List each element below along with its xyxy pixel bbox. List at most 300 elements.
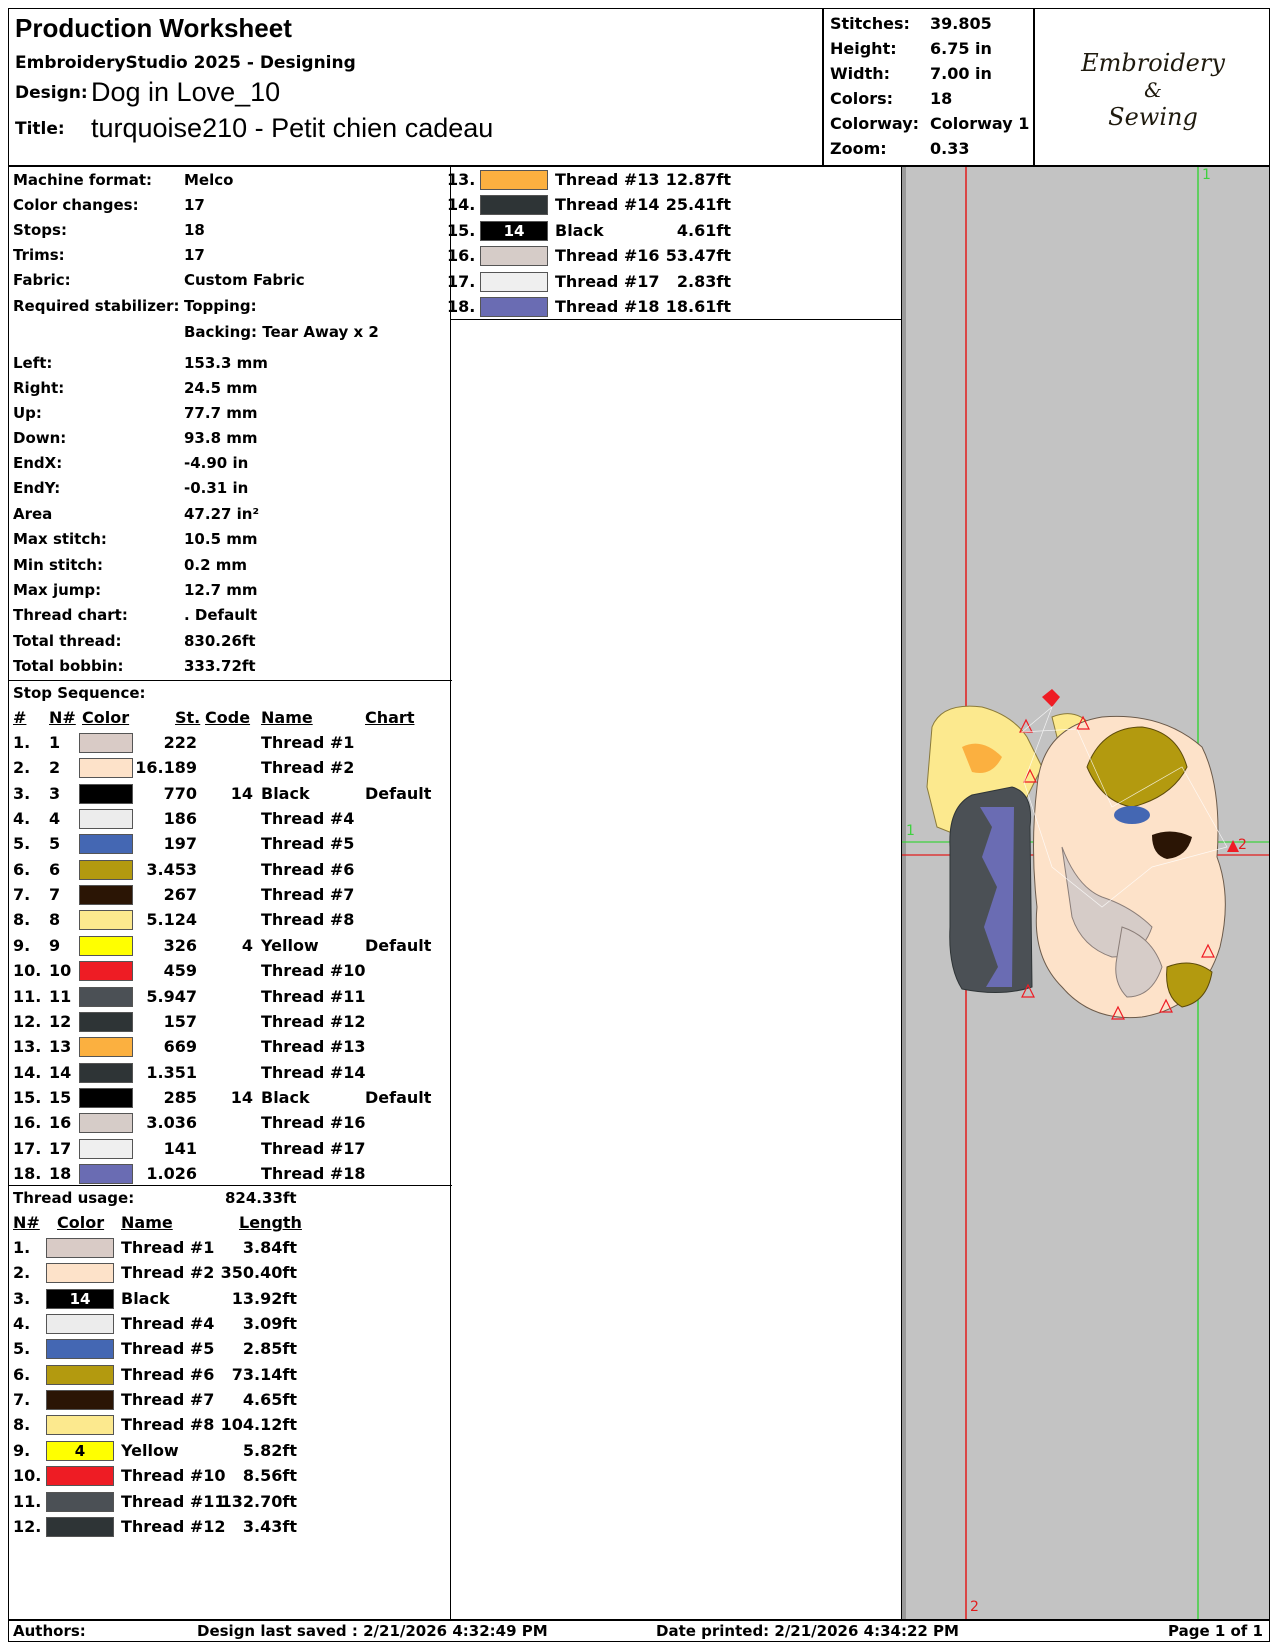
usage-row-number: 12. <box>13 1516 42 1536</box>
footer-last-saved: Design last saved : 2/21/2026 4:32:49 PM <box>197 1622 548 1640</box>
info-label: Thread chart: <box>13 606 128 624</box>
usage-row-name: Thread #17 <box>555 271 660 291</box>
usage-row-length: 3.09ft <box>242 1314 297 1334</box>
info-value: 333.72ft <box>184 657 256 675</box>
info-value: Backing: Tear Away x 2 <box>184 323 379 341</box>
marker-2-bottom: 2 <box>970 1599 979 1615</box>
stop-row-name: Thread #16 <box>261 1113 366 1133</box>
usage-row-color-swatch <box>46 1492 114 1512</box>
stat-value: 39.805 <box>930 14 992 33</box>
info-label: Area <box>13 505 53 523</box>
info-row <box>9 242 449 268</box>
stop-row-number: 10. <box>13 961 42 981</box>
usage-row-name: Thread #5 <box>121 1339 215 1359</box>
usage-row-number: 2. <box>13 1263 31 1283</box>
usage-row-color-swatch <box>46 1314 114 1334</box>
usage-row-number: 11. <box>13 1491 42 1511</box>
stat-value: 6.75 in <box>930 39 992 58</box>
footer-date-printed: Date printed: 2/21/2026 4:34:22 PM <box>656 1622 959 1640</box>
info-label: Fabric: <box>13 271 71 289</box>
header-stats <box>823 8 1034 166</box>
stop-row-number: 13. <box>13 1037 42 1057</box>
stop-row-needle: 10 <box>49 961 72 981</box>
stop-row-code <box>209 1136 253 1162</box>
info-label: Trims: <box>13 246 65 264</box>
usage-row-number: 13. <box>447 170 476 189</box>
stop-row-color-swatch <box>79 961 133 981</box>
stop-row-code <box>209 755 253 781</box>
info-label: Right: <box>13 379 65 397</box>
usage-row-length: 12.87ft <box>665 170 731 189</box>
stop-row-name: Yellow <box>261 935 319 955</box>
marker-1-top: 1 <box>1202 167 1211 183</box>
info-value: 830.26ft <box>184 632 256 650</box>
usage-row-number: 7. <box>13 1390 31 1410</box>
usage-row-color-swatch <box>46 1415 114 1435</box>
stop-row-name: Thread #1 <box>261 733 355 752</box>
info-value: 24.5 mm <box>184 379 258 397</box>
info-value: Custom Fabric <box>184 271 305 289</box>
usage-row-name: Thread #4 <box>121 1314 215 1334</box>
stop-row-stitches: 197 <box>163 834 197 854</box>
info-label: Up: <box>13 404 42 422</box>
usage-row-number: 17. <box>447 271 476 291</box>
info-label: Down: <box>13 429 67 447</box>
stop-row-needle: 12 <box>49 1011 72 1031</box>
usage-row-number: 8. <box>13 1415 31 1435</box>
stop-row-name: Thread #12 <box>261 1011 366 1031</box>
stop-header-st: St. <box>175 708 201 727</box>
stop-row-needle: 8 <box>49 910 61 930</box>
info-value: 17 <box>184 246 205 264</box>
stop-row-code <box>209 907 253 933</box>
stop-row-color-swatch <box>79 987 133 1007</box>
stop-row-chart: Default <box>365 783 432 803</box>
stat-value: Colorway 1 <box>930 114 1030 133</box>
usage-row-name: Thread #6 <box>121 1364 215 1384</box>
info-row <box>9 526 449 552</box>
design-title: turquoise210 - Petit chien cadeau <box>91 113 494 143</box>
usage-header-name: Name <box>121 1213 173 1232</box>
stop-row-needle: 4 <box>49 809 61 829</box>
info-row <box>9 602 449 628</box>
stop-row-color-swatch <box>79 936 133 956</box>
info-row <box>9 293 449 319</box>
usage-row-length: 5.82ft <box>242 1440 297 1460</box>
stop-row-number: 11. <box>13 986 42 1006</box>
info-value: 47.27 in² <box>184 505 260 523</box>
stop-row-needle: 18 <box>49 1163 72 1183</box>
software-name: EmbroideryStudio 2025 - Designing <box>15 53 356 73</box>
info-label: Color changes: <box>13 196 139 214</box>
stop-row-code <box>209 1161 253 1187</box>
stop-row-color-swatch <box>79 758 133 778</box>
info-row <box>9 450 449 476</box>
usage-row-color-swatch <box>46 1517 114 1537</box>
stop-row-color-swatch <box>79 733 133 753</box>
stop-row-number: 8. <box>13 910 31 930</box>
thread-usage-title: Thread usage: <box>13 1189 135 1207</box>
stop-row-number: 7. <box>13 885 31 905</box>
usage-row-number: 6. <box>13 1364 31 1384</box>
stop-row-code: 4 <box>241 935 253 955</box>
stop-row-color-swatch <box>79 910 133 930</box>
usage-row-color-swatch: 14 <box>46 1289 114 1309</box>
stop-row-needle: 14 <box>49 1062 72 1082</box>
usage-row-number: 4. <box>13 1314 31 1334</box>
info-value: Melco <box>184 171 234 189</box>
info-row <box>9 425 449 451</box>
usage-row-color-swatch <box>46 1238 114 1258</box>
stop-row-name: Thread #4 <box>261 809 355 829</box>
stat-value: 7.00 in <box>930 64 992 83</box>
stop-row-color-swatch <box>79 1088 133 1108</box>
logo-line: & <box>1144 78 1162 102</box>
stop-row-color-swatch <box>79 1063 133 1083</box>
stop-row-color-swatch <box>79 834 133 854</box>
stop-row-stitches: 222 <box>163 733 197 752</box>
info-value: 10.5 mm <box>184 530 258 548</box>
stat-row <box>830 136 969 162</box>
stop-row-name: Thread #13 <box>261 1037 366 1057</box>
stop-row-stitches: 1.351 <box>146 1062 197 1082</box>
info-label: EndX: <box>13 454 63 472</box>
usage-row-color-swatch: 4 <box>46 1441 114 1461</box>
stop-row-name: Thread #7 <box>261 885 355 905</box>
stop-row-color-swatch <box>79 1139 133 1159</box>
stat-label: Colors: <box>830 89 894 108</box>
logo-block <box>1034 8 1270 166</box>
info-row <box>9 400 449 426</box>
usage-row-length: 18.61ft <box>665 297 731 316</box>
stop-row-code <box>209 1034 253 1060</box>
usage-row-color-swatch <box>46 1263 114 1283</box>
usage-row-length: 2.85ft <box>242 1339 297 1359</box>
stop-header-chart: Chart <box>365 708 415 727</box>
footer-authors: Authors: <box>13 1622 86 1640</box>
stat-label: Height: <box>830 39 897 58</box>
stop-row-number: 16. <box>13 1113 42 1133</box>
stop-header-name: Name <box>261 708 313 727</box>
stop-row-stitches: 1.026 <box>146 1163 197 1183</box>
logo-line: Sewing <box>1108 103 1198 131</box>
stop-row-code <box>209 806 253 832</box>
info-row <box>9 628 449 654</box>
stop-row-needle: 16 <box>49 1113 72 1133</box>
stop-row-name: Thread #10 <box>261 961 366 981</box>
info-row <box>9 267 449 293</box>
production-worksheet <box>8 8 1270 1642</box>
usage-row-color-swatch <box>480 170 548 190</box>
stop-row-color-swatch <box>79 784 133 804</box>
design-preview <box>901 166 1270 1620</box>
stop-row-code <box>209 1110 253 1136</box>
stop-row-number: 2. <box>13 758 31 778</box>
stop-row-stitches: 5.124 <box>146 910 197 930</box>
usage-row-color-swatch <box>480 272 548 292</box>
stop-row-name: Black <box>261 1087 310 1107</box>
usage-row-name: Black <box>555 220 604 240</box>
info-row <box>9 217 449 243</box>
stat-value: 0.33 <box>930 139 970 158</box>
stop-row-number: 12. <box>13 1011 42 1031</box>
stop-row-stitches: 267 <box>163 885 197 905</box>
stop-row-name: Thread #2 <box>261 758 355 778</box>
info-row <box>9 475 449 501</box>
info-label: Machine format: <box>13 171 152 189</box>
header-title-block <box>8 8 823 166</box>
stop-row-needle: 13 <box>49 1037 72 1057</box>
stop-row-number: 1. <box>13 733 31 752</box>
marker-2-right: 2 <box>1238 837 1247 853</box>
stop-row-number: 18. <box>13 1163 42 1183</box>
usage-row-name: Thread #18 <box>555 297 660 316</box>
info-value: 93.8 mm <box>184 429 258 447</box>
usage-row-length: 13.92ft <box>231 1288 297 1308</box>
stop-row-stitches: 669 <box>163 1037 197 1057</box>
usage-row-name: Thread #12 <box>121 1516 226 1536</box>
usage-row-name: Thread #10 <box>121 1466 226 1486</box>
stop-row-stitches: 285 <box>163 1087 197 1107</box>
stop-row-code: 14 <box>230 1087 253 1107</box>
stop-row-stitches: 3.453 <box>146 859 197 879</box>
stop-row-code <box>209 831 253 857</box>
info-row <box>9 552 449 578</box>
stop-row-color-swatch <box>79 1164 133 1184</box>
stop-row-name: Black <box>261 783 310 803</box>
info-row <box>9 192 449 218</box>
stop-row-chart: Default <box>365 1087 432 1107</box>
usage-row-color-swatch <box>46 1390 114 1410</box>
stop-row-code <box>209 1060 253 1086</box>
stop-row-name: Thread #11 <box>261 986 366 1006</box>
info-row <box>9 375 449 401</box>
stop-row-code <box>209 882 253 908</box>
info-value: 12.7 mm <box>184 581 258 599</box>
usage-row-number: 1. <box>13 1238 31 1257</box>
usage-header-length: Length <box>239 1213 302 1232</box>
usage-row-length: 3.84ft <box>242 1238 297 1257</box>
stop-row-name: Thread #8 <box>261 910 355 930</box>
info-row <box>9 319 449 345</box>
stop-row-stitches: 326 <box>163 935 197 955</box>
usage-row-name: Thread #11 <box>121 1491 226 1511</box>
stop-row-color-swatch <box>79 860 133 880</box>
usage-row-length: 4.61ft <box>676 220 731 240</box>
stop-row-needle: 9 <box>49 935 61 955</box>
info-label: Left: <box>13 354 53 372</box>
stop-row-code <box>209 1009 253 1035</box>
thread-usage-total: 824.33ft <box>225 1189 297 1207</box>
stop-row-stitches: 459 <box>163 961 197 981</box>
info-label: Total thread: <box>13 632 122 650</box>
info-value: Topping: <box>184 297 257 315</box>
stop-row-number: 6. <box>13 859 31 879</box>
info-label: Required stabilizer: <box>13 297 180 315</box>
usage-row-length: 350.40ft <box>220 1263 297 1283</box>
stat-label: Width: <box>830 64 891 83</box>
stop-row-color-swatch <box>79 1113 133 1133</box>
usage-row-color-swatch <box>46 1365 114 1385</box>
info-row <box>9 653 449 679</box>
usage-row-color-swatch <box>480 297 548 317</box>
usage-row-name: Thread #16 <box>555 246 660 266</box>
usage-row-length: 25.41ft <box>665 195 731 215</box>
stop-row-code <box>209 730 253 756</box>
usage-row-length: 53.47ft <box>665 246 731 266</box>
marker-1-left: 1 <box>906 823 915 839</box>
usage-row-number: 16. <box>447 246 476 266</box>
stop-row-needle: 7 <box>49 885 61 905</box>
info-value: 0.2 mm <box>184 556 248 574</box>
usage-row-number: 14. <box>447 195 476 215</box>
stop-row-code <box>209 984 253 1010</box>
worksheet-title: Production Worksheet <box>15 13 292 43</box>
usage-row-name: Thread #8 <box>121 1415 215 1435</box>
stop-header-code: Code <box>205 708 251 727</box>
stop-row-name: Thread #6 <box>261 859 355 879</box>
info-value: -0.31 in <box>184 479 249 497</box>
usage-row-name: Black <box>121 1288 170 1308</box>
stat-row <box>830 111 1029 137</box>
usage-header-n: N# <box>13 1213 40 1232</box>
stop-row-stitches: 141 <box>163 1138 197 1158</box>
stop-row-needle: 2 <box>49 758 61 778</box>
info-label: Stops: <box>13 221 67 239</box>
separator <box>451 319 901 320</box>
stop-row-needle: 5 <box>49 834 61 854</box>
stop-header-color: Color <box>82 708 130 727</box>
info-row <box>9 167 449 193</box>
stat-row <box>830 36 992 62</box>
stop-row-stitches: 16.189 <box>135 758 197 778</box>
stop-row-code: 14 <box>230 783 253 803</box>
stop-row-number: 15. <box>13 1087 42 1107</box>
preview-canvas <box>902 167 1270 1620</box>
stop-row-needle: 17 <box>49 1138 72 1158</box>
dog-eye <box>1114 806 1150 824</box>
design-label: Design: <box>15 83 88 103</box>
stat-row <box>830 86 952 112</box>
usage-row-length: 3.43ft <box>242 1516 297 1536</box>
stop-row-number: 9. <box>13 935 31 955</box>
stop-row-stitches: 5.947 <box>146 986 197 1006</box>
usage-row-number: 18. <box>447 297 476 316</box>
info-label: Total bobbin: <box>13 657 124 675</box>
stat-row <box>830 61 992 87</box>
stop-row-code <box>209 857 253 883</box>
usage-row-number: 10. <box>13 1466 42 1486</box>
usage-row-number: 3. <box>13 1288 31 1308</box>
embroidery-sewing-logo <box>1035 47 1271 133</box>
stop-row-stitches: 186 <box>163 809 197 829</box>
usage-row-color-swatch: 14 <box>480 221 548 241</box>
stop-row-needle: 15 <box>49 1087 72 1107</box>
stop-row-color-swatch <box>79 885 133 905</box>
stat-label: Zoom: <box>830 139 887 158</box>
stop-row-code <box>209 958 253 984</box>
stop-row-number: 4. <box>13 809 31 829</box>
info-row <box>9 350 449 376</box>
usage-row-color-swatch <box>480 246 548 266</box>
usage-row-length: 104.12ft <box>220 1415 297 1435</box>
stop-row-number: 14. <box>13 1062 42 1082</box>
info-value: 18 <box>184 221 205 239</box>
usage-header-color: Color <box>57 1213 105 1232</box>
stop-row-needle: 3 <box>49 783 61 803</box>
stop-row-number: 17. <box>13 1138 42 1158</box>
thread-usage-continued <box>447 166 901 1620</box>
usage-row-color-swatch <box>480 195 548 215</box>
info-column <box>8 166 451 1620</box>
info-label: Max jump: <box>13 581 102 599</box>
usage-row-name: Thread #2 <box>121 1263 215 1283</box>
stop-row-needle: 11 <box>49 986 72 1006</box>
usage-row-name: Thread #1 <box>121 1238 215 1257</box>
usage-row-length: 73.14ft <box>231 1364 297 1384</box>
stop-row-stitches: 770 <box>163 783 197 803</box>
usage-row-name: Thread #7 <box>121 1390 215 1410</box>
stop-row-number: 3. <box>13 783 31 803</box>
usage-row-number: 5. <box>13 1339 31 1359</box>
stat-value: 18 <box>930 89 953 108</box>
stop-header-num: # <box>13 708 27 727</box>
stop-row-name: Thread #5 <box>261 834 355 854</box>
info-label: Min stitch: <box>13 556 103 574</box>
usage-row-length: 8.56ft <box>242 1466 297 1486</box>
info-value: . Default <box>184 606 258 624</box>
info-label: EndY: <box>13 479 61 497</box>
usage-row-number: 9. <box>13 1440 31 1460</box>
info-value: 77.7 mm <box>184 404 258 422</box>
info-row <box>9 577 449 603</box>
stop-row-stitches: 3.036 <box>146 1113 197 1133</box>
info-value: 17 <box>184 196 205 214</box>
stop-row-color-swatch <box>79 1037 133 1057</box>
usage-row-color-swatch <box>46 1339 114 1359</box>
stop-row-chart: Default <box>365 935 432 955</box>
stop-header-n: N# <box>49 708 76 727</box>
footer <box>8 1620 1270 1642</box>
stat-row <box>830 11 992 37</box>
stop-row-stitches: 157 <box>163 1011 197 1031</box>
stat-label: Colorway: <box>830 114 920 133</box>
stop-row-name: Thread #18 <box>261 1163 366 1183</box>
stop-row-name: Thread #14 <box>261 1062 366 1082</box>
usage-row-color-swatch <box>46 1466 114 1486</box>
usage-row-length: 2.83ft <box>676 271 731 291</box>
stop-row-name: Thread #17 <box>261 1138 366 1158</box>
footer-page-number: Page 1 of 1 <box>1168 1622 1263 1640</box>
usage-row-length: 4.65ft <box>242 1390 297 1410</box>
info-label: Max stitch: <box>13 530 107 548</box>
usage-row-length: 132.70ft <box>220 1491 297 1511</box>
usage-row-name: Thread #13 <box>555 170 660 189</box>
stop-sequence-title: Stop Sequence: <box>13 684 146 702</box>
usage-row-name: Yellow <box>121 1440 179 1460</box>
stop-row-color-swatch <box>79 1012 133 1032</box>
stop-row-needle: 6 <box>49 859 61 879</box>
design-name: Dog in Love_10 <box>91 77 281 107</box>
stop-row-number: 5. <box>13 834 31 854</box>
title-label: Title: <box>15 119 65 139</box>
usage-row-number: 15. <box>447 220 476 240</box>
info-value: -4.90 in <box>184 454 249 472</box>
stop-row-color-swatch <box>79 809 133 829</box>
stat-label: Stitches: <box>830 14 910 33</box>
preview-edge <box>902 167 906 1620</box>
stop-row-needle: 1 <box>49 733 61 752</box>
